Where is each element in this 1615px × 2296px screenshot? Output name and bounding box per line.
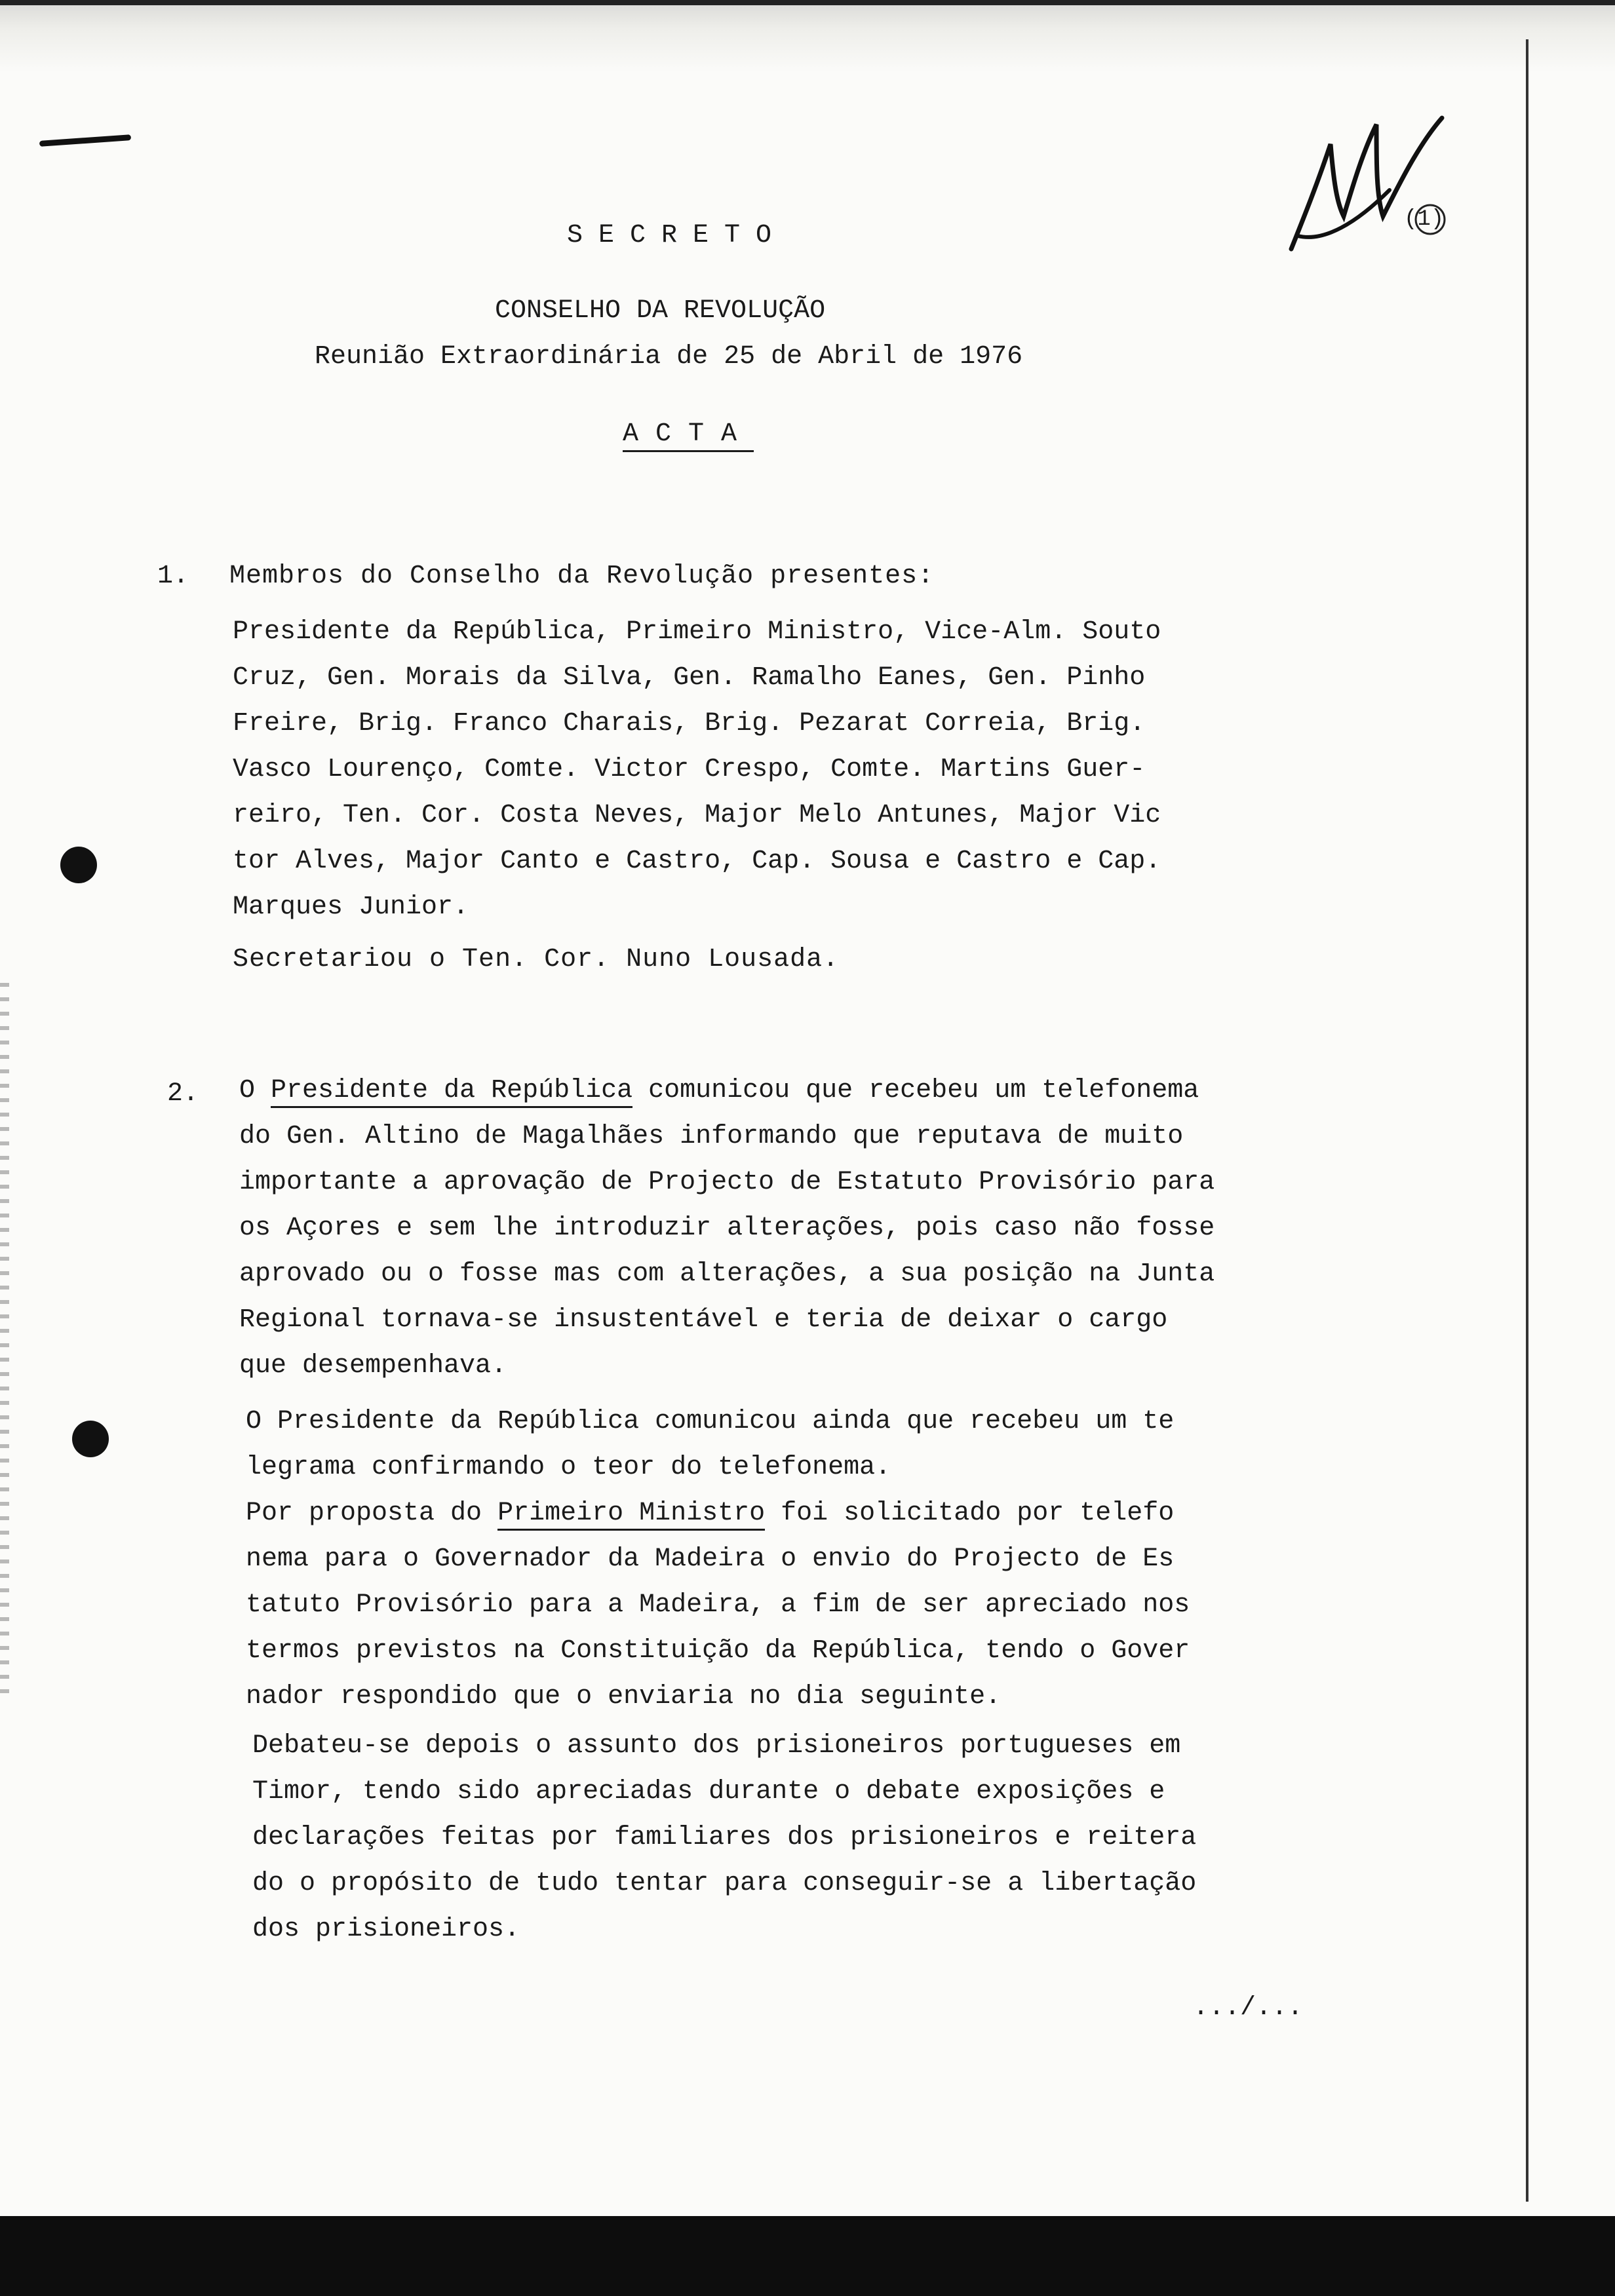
paragraph-line: que desempenhava. (239, 1351, 507, 1381)
paragraph-line: termos previstos na Constituição da República, tendo o Gover (246, 1636, 1190, 1666)
members-list (233, 609, 1161, 930)
paragraph-line: Regional tornava-se insustentável e teria de deixar o cargo (239, 1305, 1168, 1335)
paragraph-line: dos prisioneiros. (252, 1915, 520, 1944)
section-1-title: Membros do Conselho da Revolução presentes: (229, 562, 935, 591)
underlined-term: Primeiro Ministro (497, 1499, 765, 1531)
paragraph-line: tatuto Provisório para a Madeira, a fim de ser apreciado nos (246, 1590, 1190, 1620)
paragraph-line: Debateu-se depois o assunto dos prisioneiros portugueses em (252, 1731, 1181, 1761)
scan-top-edge (0, 0, 1615, 72)
members-line: tor Alves, Major Canto e Castro, Cap. Sousa e Castro e Cap. (233, 847, 1161, 876)
members-line: Presidente da República, Primeiro Ministro, Vice-Alm. Souto (233, 617, 1161, 647)
section-2-paragraph-3 (252, 1723, 1196, 1953)
paragraph-line: aprovado ou o fosse mas com alterações, a sua posição na Junta (239, 1259, 1215, 1289)
punch-hole-upper (60, 847, 97, 883)
section-2-paragraph-1 (239, 1068, 1215, 1389)
paragraph-line: legrama confirmando o teor do telefonema. (246, 1453, 891, 1482)
punch-hole-lower (72, 1421, 109, 1457)
document-title (623, 418, 754, 451)
members-line: Marques Junior. (233, 892, 469, 922)
paragraph-line: do o propósito de tudo tentar para conseguir-se a libertação (252, 1869, 1197, 1898)
organization-heading: CONSELHO DA REVOLUÇÃO (495, 296, 826, 326)
paragraph-line: O Presidente da República comunicou ainda que recebeu um te (246, 1407, 1175, 1436)
scan-top-border (0, 0, 1615, 5)
underlined-term: Presidente da República (271, 1076, 632, 1108)
continuation-marker: .../... (1193, 1993, 1304, 2023)
acta-title: ACTA (623, 419, 754, 452)
section-1-number: 1. (157, 562, 189, 591)
classification-heading: SECRETO (567, 221, 788, 250)
scan-left-noise (0, 983, 9, 1704)
paragraph-line: Por proposta do Primeiro Ministro foi solicitado por telefo (246, 1491, 1190, 1537)
meeting-heading: Reunião Extraordinária de 25 de Abril de 1976 (315, 342, 1023, 372)
paragraph-line: nema para o Governador da Madeira o envio do Projecto de Es (246, 1544, 1175, 1574)
paragraph-line: do Gen. Altino de Magalhães informando que reputava de muito (239, 1122, 1184, 1151)
members-line: reiro, Ten. Cor. Costa Neves, Major Melo Antunes, Major Vic (233, 801, 1161, 830)
handwritten-signature (1278, 105, 1475, 275)
paragraph-line: declarações feitas por familiares dos prisioneiros e reitera (252, 1823, 1197, 1852)
scan-bottom-edge (0, 2216, 1615, 2296)
paragraph-line: Timor, tendo sido apreciadas durante o debate exposições e (252, 1777, 1165, 1807)
paragraph-line: nador respondido que o enviaria no dia seguinte. (246, 1682, 1002, 1712)
scan-right-edge (1526, 39, 1528, 2202)
section-2-paragraph-2 (246, 1399, 1190, 1720)
paragraph-line: os Açores e sem lhe introduzir alterações, pois caso não fosse (239, 1214, 1215, 1243)
paragraph-line: importante a aprovação de Projecto de Estatuto Provisório para (239, 1168, 1215, 1197)
members-line: Vasco Lourenço, Comte. Victor Crespo, Comte. Martins Guer- (233, 755, 1146, 784)
paragraph-line: O Presidente da República comunicou que recebeu um telefonema (239, 1068, 1215, 1114)
margin-dash-mark (39, 134, 131, 147)
margin-page-number: (1) (1404, 207, 1445, 232)
members-line: Cruz, Gen. Morais da Silva, Gen. Ramalho Eanes, Gen. Pinho (233, 663, 1146, 693)
members-line: Freire, Brig. Franco Charais, Brig. Pezarat Correia, Brig. (233, 709, 1146, 738)
section-2-number: 2. (167, 1079, 199, 1109)
secretary-line: Secretariou o Ten. Cor. Nuno Lousada. (233, 945, 840, 974)
